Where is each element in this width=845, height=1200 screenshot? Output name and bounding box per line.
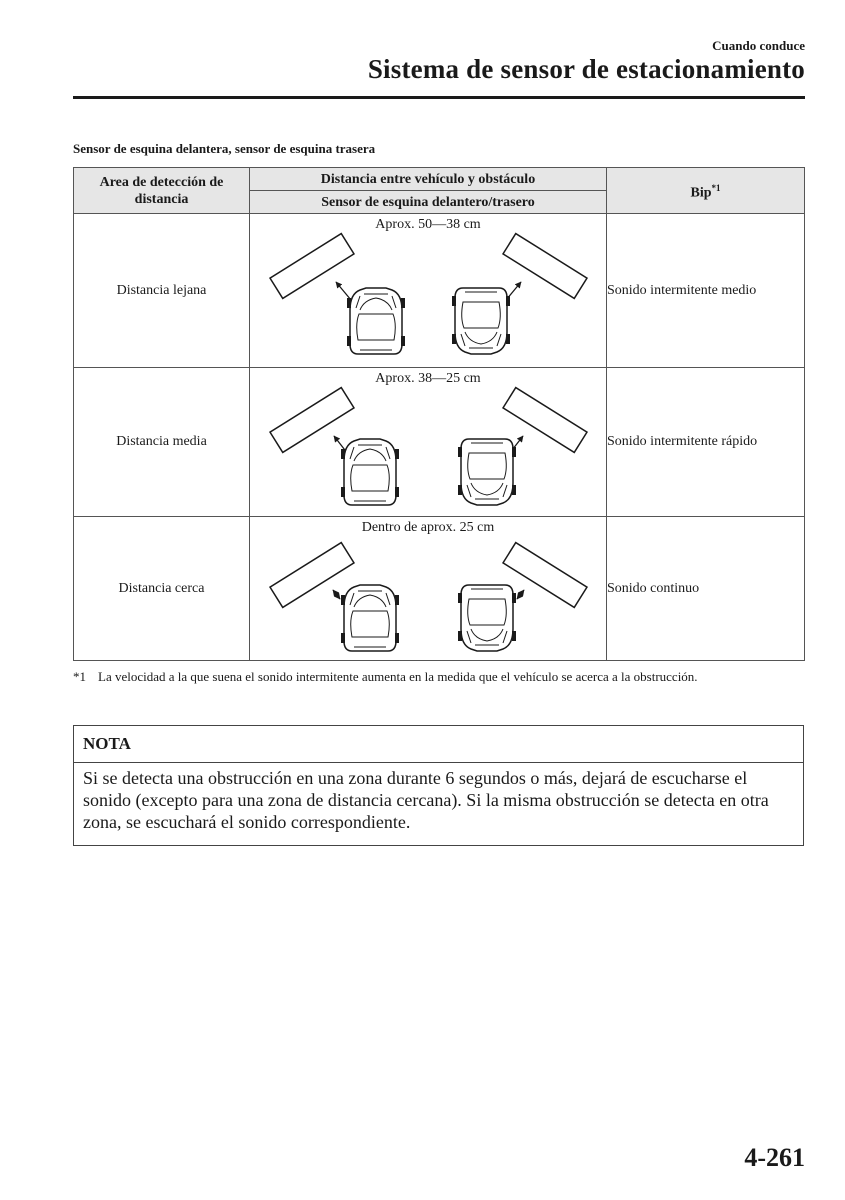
header-distance: Distancia entre vehículo y obstáculo (250, 168, 607, 191)
row-distance (250, 368, 607, 517)
row-area: Distancia cerca (74, 517, 250, 661)
front-car-icon (341, 439, 399, 505)
rear-car-icon (458, 585, 516, 651)
row-beep: Sonido continuo (607, 517, 805, 661)
table-caption: Sensor de esquina delantera, sensor de esquina trasera (73, 141, 376, 156)
header-beep (607, 168, 805, 214)
distance-label: Aprox. 38―25 cm (375, 371, 481, 386)
parking-diagram-far (250, 214, 607, 368)
title-rule (73, 96, 805, 99)
header-beep-label: Bip (690, 185, 712, 201)
parking-diagram-medium (250, 368, 607, 517)
parking-diagram-near (250, 517, 607, 661)
row-area: Distancia media (74, 368, 250, 517)
front-car-icon (341, 585, 399, 651)
rear-car-icon (458, 439, 516, 505)
note-body: Si se detecta una obstrucción en una zona durante 6 segundos o más, dejará de escucharse el sonido (excepto para una zona de distancia cercana). Si la misma obstrucción se detecta en otra zona, se escuchará el sonido correspondiente. (83, 768, 769, 832)
sensor-table (73, 167, 805, 661)
header-distance-sub: Sensor de esquina delantero/trasero (250, 191, 607, 214)
row-area: Distancia lejana (74, 214, 250, 368)
section-label: Cuando conduce (712, 38, 805, 53)
footnote-text: La velocidad a la que suena el sonido intermitente aumenta en la medida que el vehículo se acerca a la obstrucción. (98, 669, 698, 684)
front-car-icon (347, 288, 405, 354)
footnote-mark: *1 (73, 669, 86, 684)
table-row (74, 368, 805, 517)
row-distance (250, 214, 607, 368)
note-box (73, 725, 804, 846)
rear-car-icon (452, 288, 510, 354)
distance-label: Aprox. 50―38 cm (375, 217, 481, 232)
page-title: Sistema de sensor de estacionamiento (367, 54, 805, 84)
footnote (73, 668, 773, 686)
header-area: Area de detección de distancia (74, 168, 250, 214)
page-number: 4-261 (744, 1143, 805, 1172)
right-obstacle (503, 388, 587, 453)
row-beep: Sonido intermitente medio (607, 214, 805, 368)
distance-label: Dentro de aprox. 25 cm (361, 520, 495, 535)
row-beep: Sonido intermitente rápido (607, 368, 805, 517)
header-beep-ref: *1 (711, 182, 721, 193)
table-row (74, 517, 805, 661)
table-row (74, 214, 805, 368)
row-distance (250, 517, 607, 661)
left-obstacle (270, 388, 354, 453)
note-heading: NOTA (74, 726, 803, 763)
